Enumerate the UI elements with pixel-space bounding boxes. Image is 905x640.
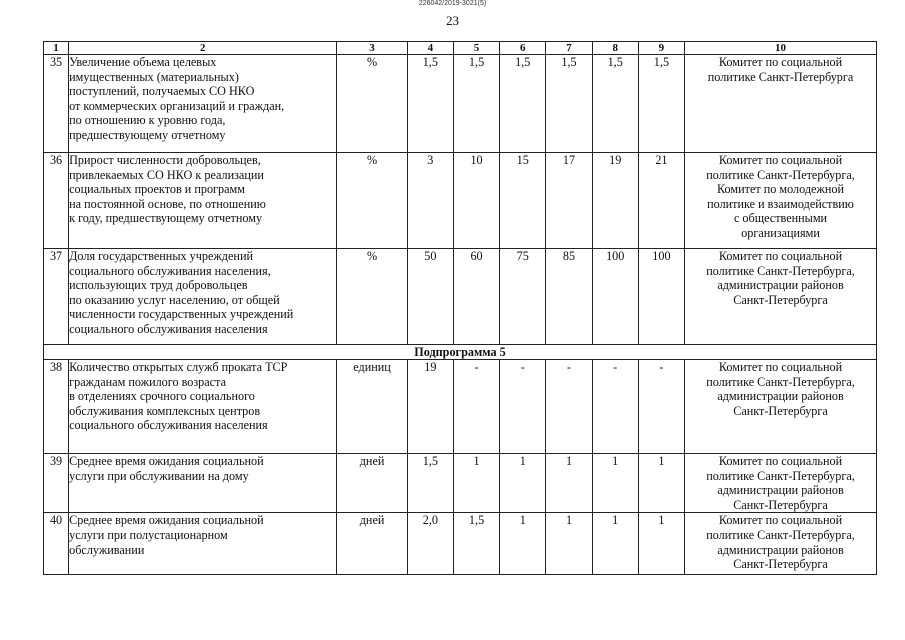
document-id: 226042/2019-3021(5) [418, 0, 487, 7]
value-cell: 2,0 [407, 513, 453, 575]
value-cell: - [546, 360, 592, 454]
description-line: численности государственных учреждений [69, 307, 294, 322]
subprogram-label: Подпрограмма 5 [44, 345, 877, 360]
table-row [44, 360, 877, 454]
value-cell: - [500, 360, 546, 454]
indicator-description [69, 249, 337, 345]
description-line: предшествующему отчетному [69, 127, 226, 142]
value-cell: 1,5 [592, 55, 638, 153]
description-line: Прирост численности добровольцев, [69, 153, 261, 167]
header-cell: 6 [500, 42, 546, 55]
value-cell: 1 [638, 454, 684, 513]
executor-line: Санкт-Петербурга [733, 557, 828, 572]
header-cell: 7 [546, 42, 592, 55]
description-line: имущественных (материальных) [69, 69, 239, 84]
description-line: поступлений, получаемых СО НКО [69, 84, 255, 99]
value-cell: 19 [592, 153, 638, 249]
page-number: 23 [446, 13, 459, 28]
value-cell: 1 [546, 454, 592, 513]
header-cell: 4 [407, 42, 453, 55]
responsible-executor [685, 249, 877, 345]
responsible-executor [685, 55, 877, 153]
unit-cell: % [337, 153, 407, 249]
value-cell: 15 [500, 153, 546, 249]
unit-cell: дней [337, 513, 407, 575]
value-cell: - [592, 360, 638, 454]
table-row [44, 249, 877, 345]
unit-cell: дней [337, 454, 407, 513]
value-cell: 1,5 [407, 55, 453, 153]
description-line: услуги при обслуживании на дому [69, 468, 249, 483]
executor-line: политике Санкт-Петербурга, [706, 468, 855, 483]
value-cell: 1 [638, 513, 684, 575]
value-cell: 1 [546, 513, 592, 575]
description-line: социального обслуживания населения [69, 418, 268, 433]
value-cell: 1,5 [500, 55, 546, 153]
row-number: 38 [44, 360, 69, 454]
description-line: по оказанию услуг населению, от общей [69, 292, 280, 307]
description-line: Доля государственных учреждений [69, 249, 253, 263]
value-cell: 17 [546, 153, 592, 249]
value-cell: 1,5 [453, 513, 499, 575]
description-line: по отношению к уровню года, [69, 113, 226, 128]
responsible-executor [685, 360, 877, 454]
description-line: социальных проектов и программ [69, 182, 245, 197]
description-line: социального обслуживания населения [69, 321, 268, 336]
description-line: к году, предшествующему отчетному [69, 211, 263, 226]
executor-line: Санкт-Петербурга [733, 292, 828, 307]
executor-line: Санкт-Петербурга [733, 497, 828, 512]
description-line: услуги при полустационарном [69, 527, 228, 542]
header-cell: 8 [592, 42, 638, 55]
value-cell: 1 [453, 454, 499, 513]
executor-line: политике Санкт-Петербурга, [706, 527, 855, 542]
description-line: от коммерческих организаций и граждан, [69, 98, 285, 113]
header-cell: 10 [685, 42, 877, 55]
unit-cell: единиц [337, 360, 407, 454]
indicator-description [69, 360, 337, 454]
description-line: Среднее время ожидания социальной [69, 454, 264, 468]
value-cell: - [638, 360, 684, 454]
description-line: Среднее время ожидания социальной [69, 513, 264, 528]
executor-line: администрации районов [717, 542, 844, 557]
value-cell: 1,5 [546, 55, 592, 153]
value-cell: 50 [407, 249, 453, 345]
executor-line: администрации районов [717, 389, 844, 404]
value-cell: 60 [453, 249, 499, 345]
responsible-executor [685, 513, 877, 575]
indicator-description [69, 55, 337, 153]
indicator-description [69, 513, 337, 575]
unit-cell: % [337, 55, 407, 153]
header-cell: 2 [69, 42, 337, 55]
executor-line: Комитет по социальной [718, 454, 843, 468]
header-cell: 3 [337, 42, 407, 55]
description-line: Количество открытых служб проката ТСР [69, 360, 288, 374]
value-cell: 75 [500, 249, 546, 345]
value-cell: 1 [500, 454, 546, 513]
indicator-description [69, 153, 337, 249]
responsible-executor [685, 454, 877, 513]
executor-line: Комитет по социальной [718, 513, 843, 528]
description-line: социального обслуживания населения, [69, 263, 271, 278]
value-cell: 1,5 [407, 454, 453, 513]
executor-line: политике Санкт-Петербурга [707, 69, 854, 84]
description-line: гражданам пожилого возраста [69, 374, 226, 389]
table-row [44, 153, 877, 249]
executor-line: администрации районов [717, 483, 844, 498]
executor-line: Комитет по социальной [718, 55, 843, 69]
executor-line: администрации районов [717, 278, 844, 293]
value-cell: 85 [546, 249, 592, 345]
value-cell: 19 [407, 360, 453, 454]
executor-line: Комитет по молодежной [717, 182, 845, 197]
value-cell: 100 [638, 249, 684, 345]
indicators-table [43, 41, 877, 575]
value-cell: 1,5 [638, 55, 684, 153]
table-row [44, 513, 877, 575]
row-number: 39 [44, 454, 69, 513]
header-cell: 5 [453, 42, 499, 55]
executor-line: политике Санкт-Петербурга, [706, 263, 855, 278]
executor-line: Санкт-Петербурга [733, 403, 828, 418]
executor-line: Комитет по социальной [718, 153, 843, 167]
row-number: 36 [44, 153, 69, 249]
executor-line: политике и взаимодействию [707, 196, 854, 211]
table-row [44, 454, 877, 513]
description-line: обслуживании [69, 542, 145, 557]
unit-cell: % [337, 249, 407, 345]
indicator-description [69, 454, 337, 513]
table-row [44, 55, 877, 153]
executor-line: с общественными [733, 211, 828, 226]
description-line: использующих труд добровольцев [69, 278, 248, 293]
value-cell: 100 [592, 249, 638, 345]
executor-line: политике Санкт-Петербурга, [706, 167, 855, 182]
value-cell: 1 [592, 513, 638, 575]
row-number: 40 [44, 513, 69, 575]
description-line: на постоянной основе, по отношению [69, 196, 266, 211]
description-line: обслуживания комплексных центров [69, 403, 261, 418]
description-line: Увеличение объема целевых [69, 55, 217, 69]
header-row [44, 42, 877, 55]
description-line: привлекаемых СО НКО к реализации [69, 167, 264, 182]
value-cell: - [453, 360, 499, 454]
value-cell: 3 [407, 153, 453, 249]
executor-line: Комитет по социальной [718, 360, 843, 374]
value-cell: 10 [453, 153, 499, 249]
description-line: в отделениях срочного социального [69, 389, 255, 404]
header-cell: 9 [638, 42, 684, 55]
subprogram-row [44, 345, 877, 360]
responsible-executor [685, 153, 877, 249]
executor-line: политике Санкт-Петербурга, [706, 374, 855, 389]
row-number: 35 [44, 55, 69, 153]
value-cell: 1 [592, 454, 638, 513]
value-cell: 1,5 [453, 55, 499, 153]
executor-line: Комитет по социальной [718, 249, 843, 263]
value-cell: 1 [500, 513, 546, 575]
executor-line: организациями [741, 225, 820, 240]
header-cell: 1 [44, 42, 69, 55]
value-cell: 21 [638, 153, 684, 249]
row-number: 37 [44, 249, 69, 345]
